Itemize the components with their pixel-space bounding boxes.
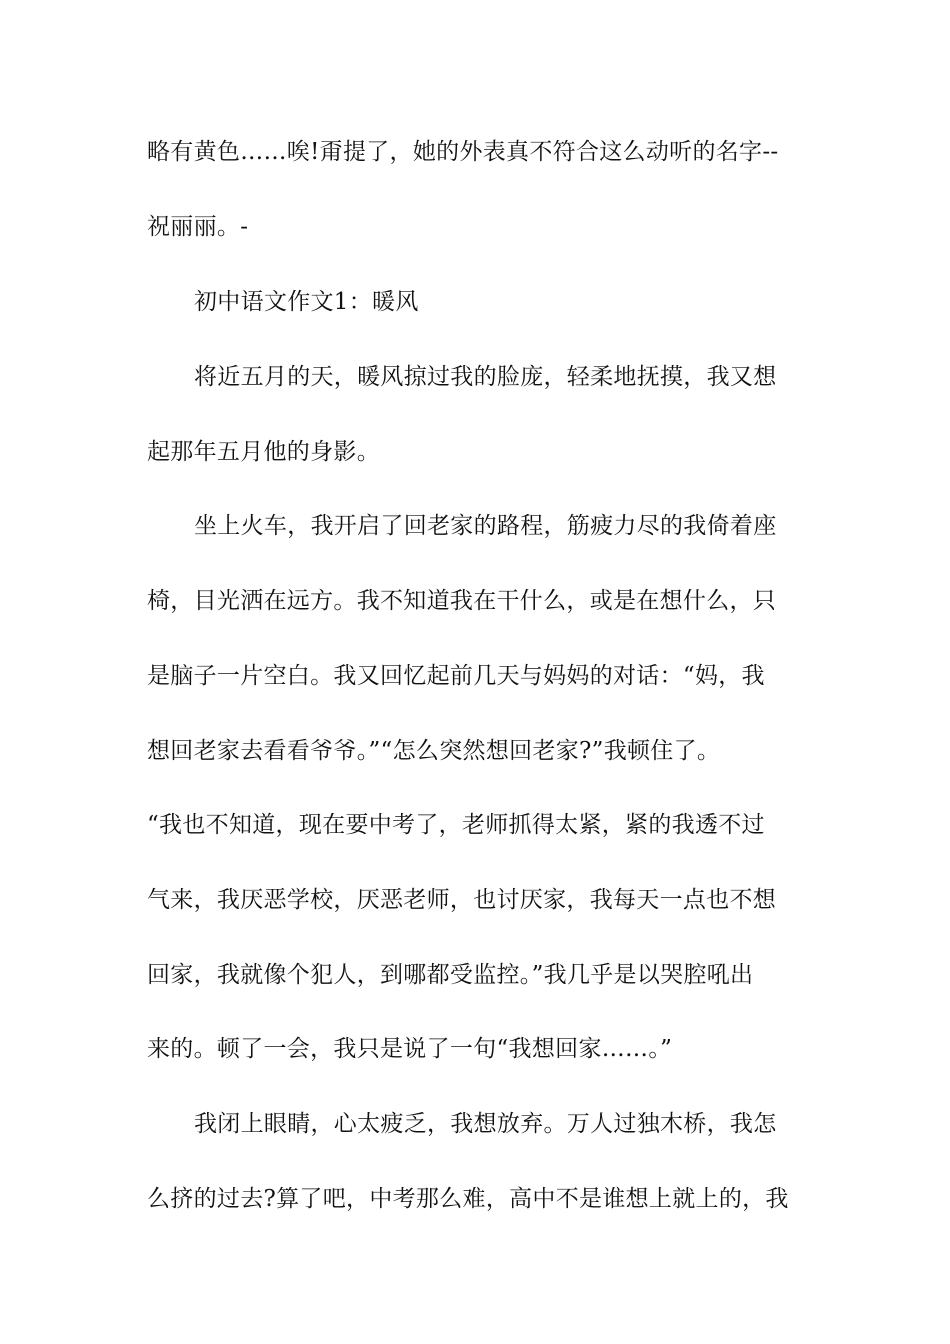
text-line: “我也不知道，现在要中考了，老师抓得太紧，紧的我透不过 xyxy=(147,812,765,838)
text-line: 略有黄色……唉!甭提了，她的外表真不符合这么动听的名字-- xyxy=(147,139,779,165)
text-line: 是脑子一片空白。我又回忆起前几天与妈妈的对话：“妈，我 xyxy=(147,663,765,689)
text-line: 么挤的过去?算了吧，中考那么难，高中不是谁想上就上的，我 xyxy=(147,1186,789,1212)
text-line: 回家，我就像个犯人，到哪都受监控。”我几乎是以哭腔吼出 xyxy=(147,962,754,988)
text-line: 起那年五月他的身影。 xyxy=(147,439,380,465)
text-line: 祝丽丽。- xyxy=(147,214,249,240)
text-line: 椅，目光洒在远方。我不知道我在干什么，或是在想什么，只 xyxy=(147,588,777,614)
section-heading: 初中语文作文1：暖风 xyxy=(194,289,419,315)
text-line: 坐上火车，我开启了回老家的路程，筋疲力尽的我倚着座 xyxy=(194,513,777,539)
text-line: 将近五月的天，暖风掠过我的脸庞，轻柔地抚摸，我又想 xyxy=(194,364,777,390)
text-line: 来的。顿了一会，我只是说了一句“我想回家……。” xyxy=(147,1036,673,1062)
text-line: 我闭上眼睛，心太疲乏，我想放弃。万人过独木桥，我怎 xyxy=(194,1111,777,1137)
text-line: 想回老家去看看爷爷。”“怎么突然想回老家?”我顿住了。 xyxy=(147,738,721,764)
text-line: 气来，我厌恶学校，厌恶老师，也讨厌家，我每天一点也不想 xyxy=(147,887,777,913)
